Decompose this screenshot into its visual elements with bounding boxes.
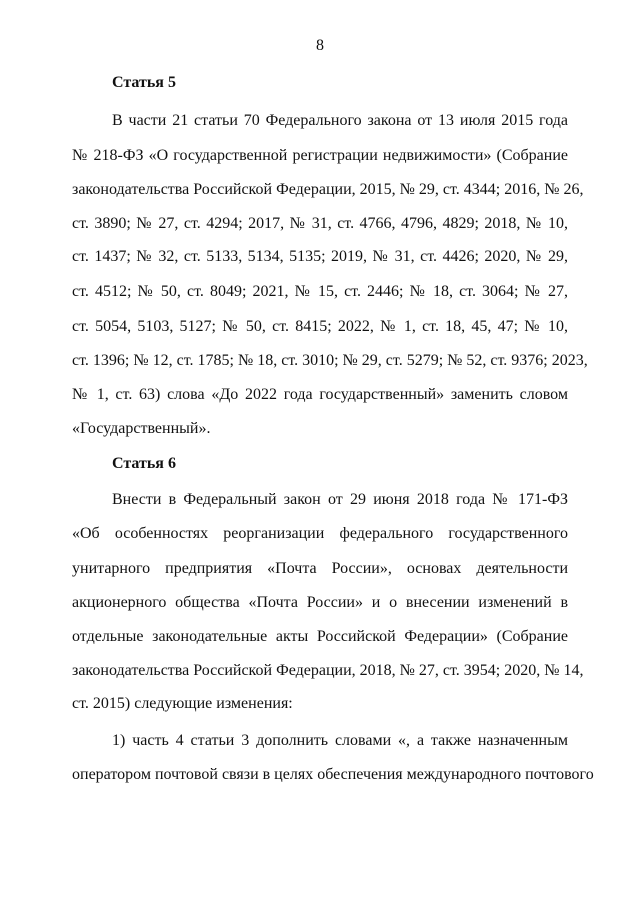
article-5-line: законодательства Российской Федерации, 2015, № 29, ст. 4344; 2016, № 26, <box>72 181 584 198</box>
article-6-line: отдельные законодательные акты Российской Федерации» (Собрание <box>72 628 568 645</box>
article-5-line: ст. 3890; № 27, ст. 4294; 2017, № 31, ст. 4766, 4796, 4829; 2018, № 10, <box>72 215 568 232</box>
article-6-line: «Об особенностях реорганизации федерального государственного <box>72 525 568 542</box>
article-5-line: ст. 1437; № 32, ст. 5133, 5134, 5135; 2019, № 31, ст. 4426; 2020, № 29, <box>72 248 568 265</box>
page-number: 8 <box>316 37 324 54</box>
article-6-item-1-line: оператором почтовой связи в целях обеспечения международного почтового <box>72 766 594 783</box>
article-6-line: унитарного предприятия «Почта России», основах деятельности <box>72 560 568 577</box>
article-6-line: Внести в Федеральный закон от 29 июня 2018 года № 171-ФЗ <box>112 491 568 508</box>
article-6-item-1-line: 1) часть 4 статьи 3 дополнить словами «, а также назначенным <box>112 732 568 749</box>
article-5-line: В части 21 статьи 70 Федерального закона от 13 июля 2015 года <box>112 112 568 129</box>
article-6-line: законодательства Российской Федерации, 2018, № 27, ст. 3954; 2020, № 14, <box>72 662 584 679</box>
article-6-line: ст. 2015) следующие изменения: <box>72 695 293 712</box>
article-5-line: № 1, ст. 63) слова «До 2022 года государственный» заменить словом <box>72 386 568 403</box>
article-6-heading: Статья 6 <box>112 455 176 472</box>
article-5-line: № 218-ФЗ «О государственной регистрации недвижимости» (Собрание <box>72 147 568 164</box>
article-5-line: ст. 5054, 5103, 5127; № 50, ст. 8415; 2022, № 1, ст. 18, 45, 47; № 10, <box>72 318 568 335</box>
article-5-line: «Государственный». <box>72 420 211 437</box>
article-6-line: акционерного общества «Почта России» и о внесении изменений в <box>72 594 568 611</box>
article-5-heading: Статья 5 <box>112 74 176 91</box>
article-5-line: ст. 4512; № 50, ст. 8049; 2021, № 15, ст. 2446; № 18, ст. 3064; № 27, <box>72 283 568 300</box>
article-5-line: ст. 1396; № 12, ст. 1785; № 18, ст. 3010; № 29, ст. 5279; № 52, ст. 9376; 2023, <box>72 352 588 369</box>
